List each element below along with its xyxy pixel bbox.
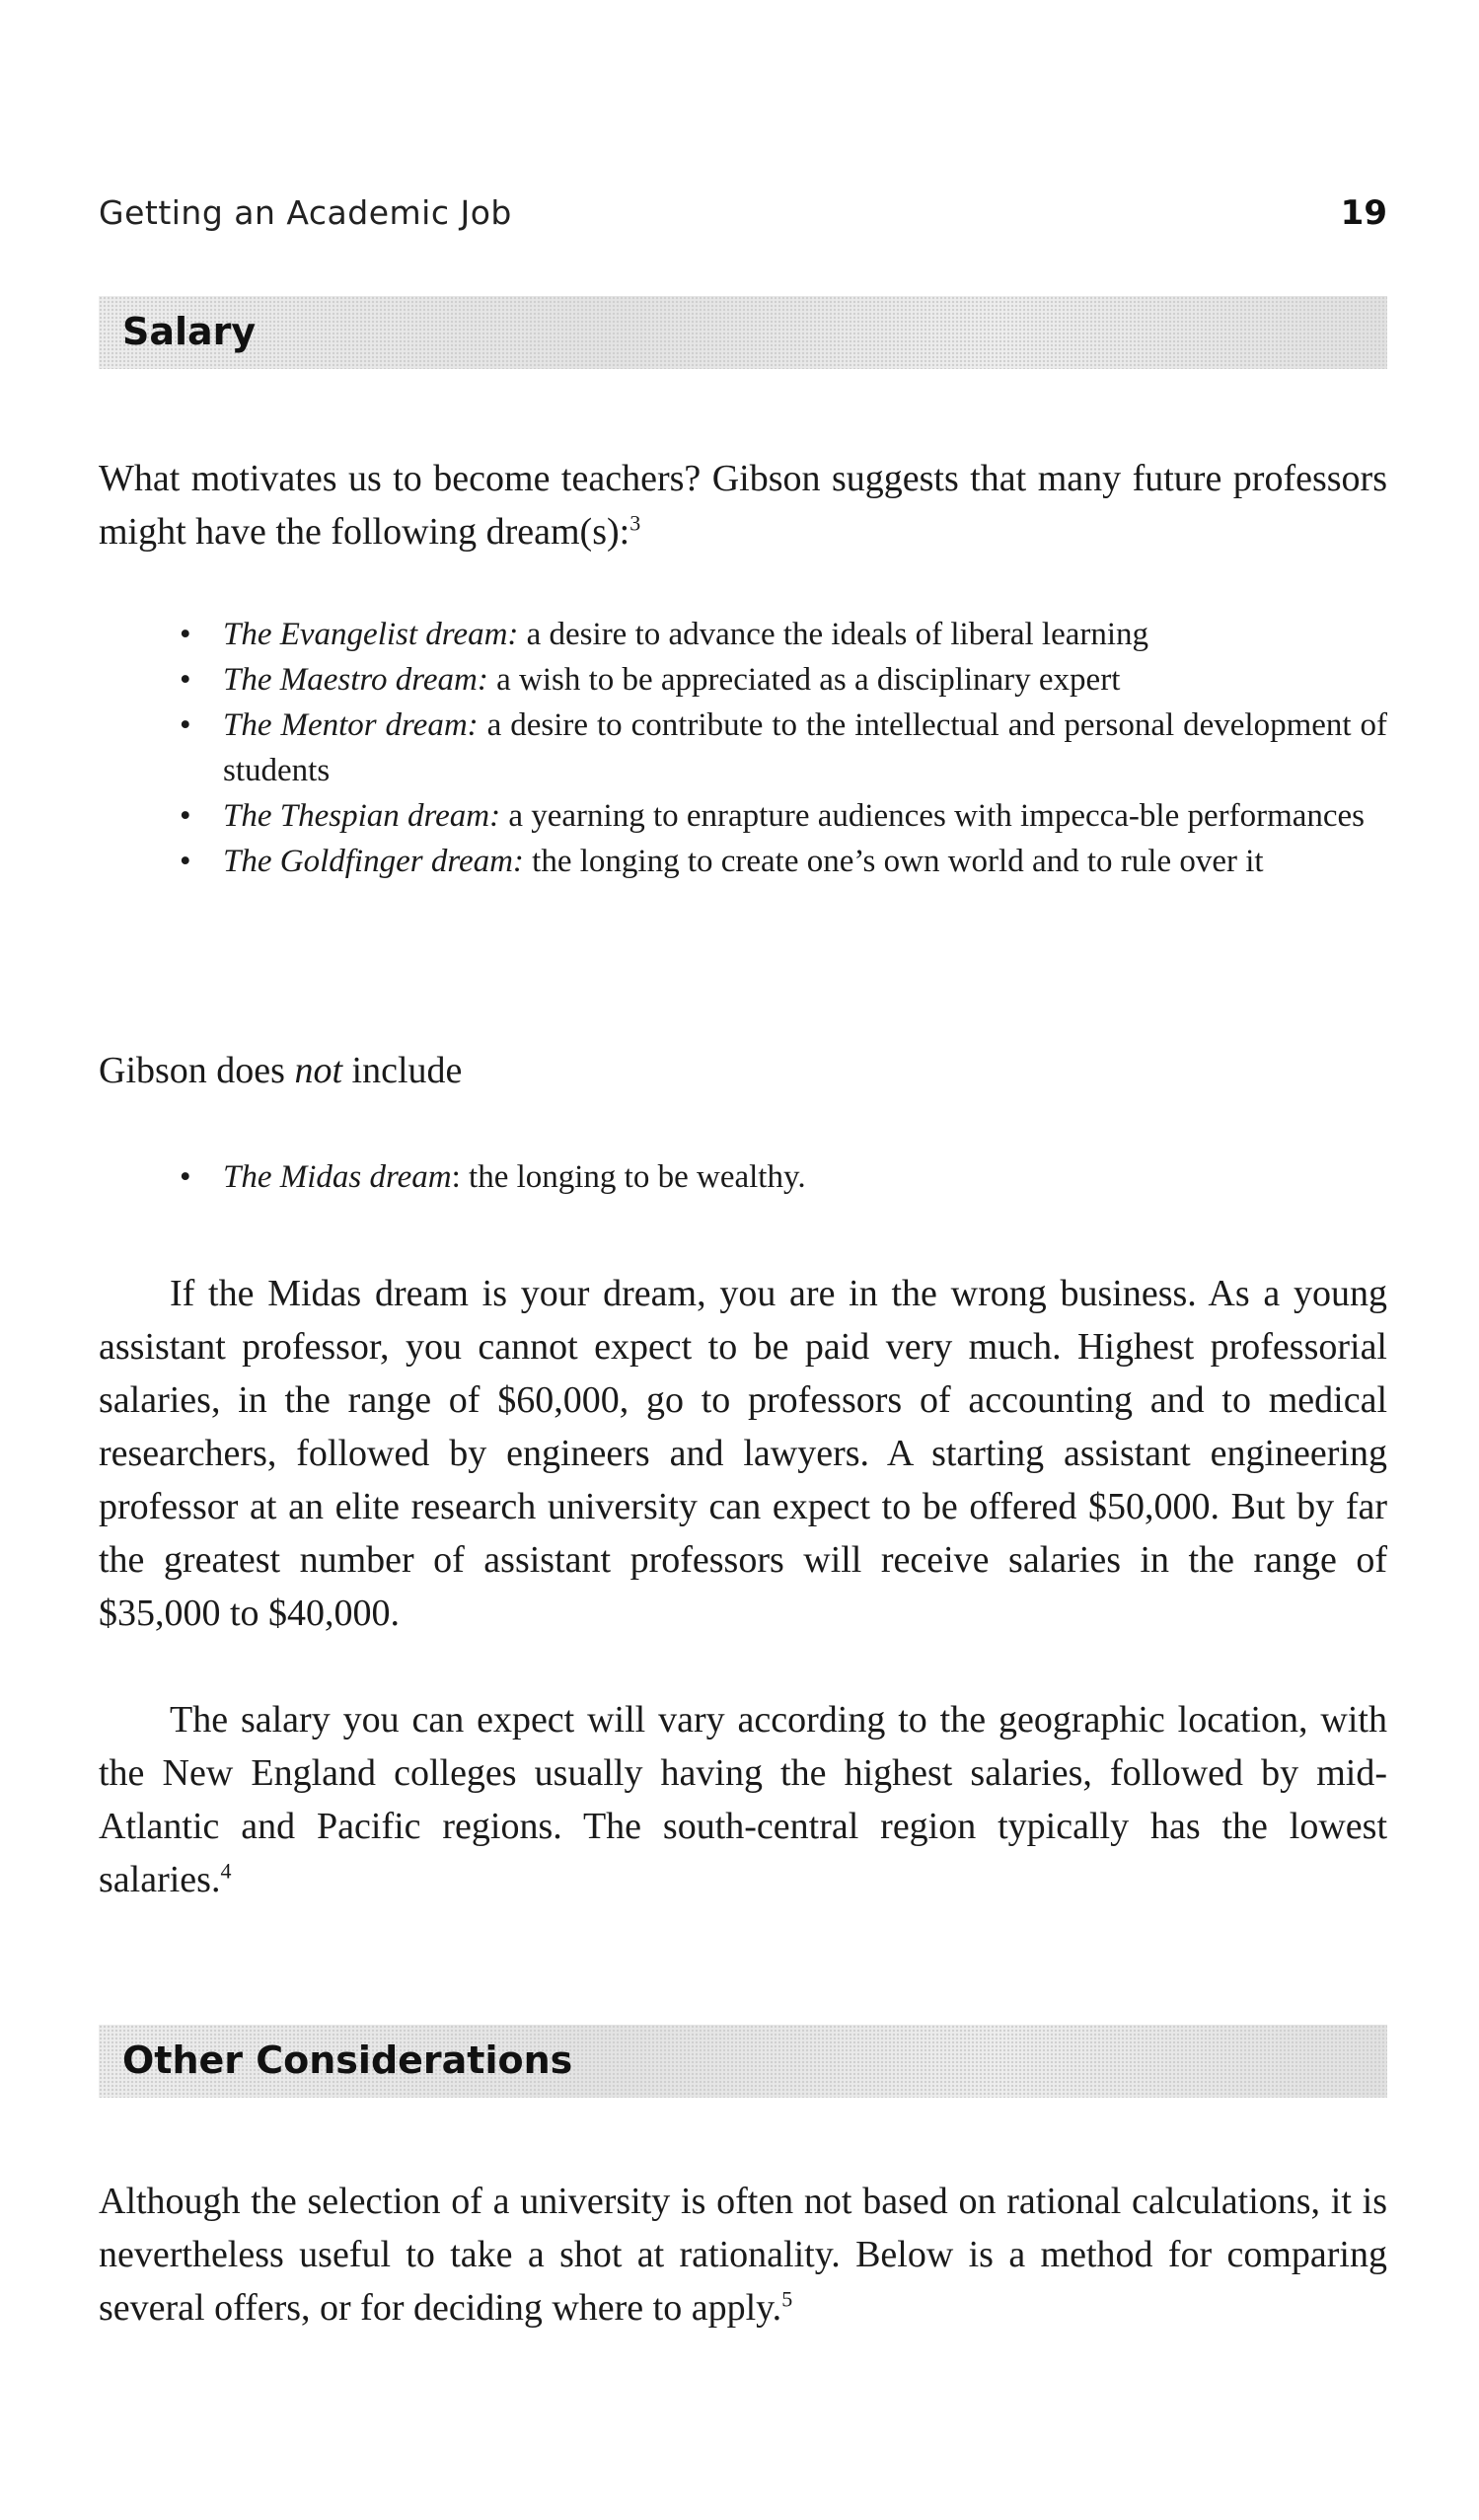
bullet-dot: • — [180, 1159, 191, 1195]
running-title: Getting an Academic Job — [99, 193, 512, 232]
section-heading-salary: Salary — [122, 310, 257, 353]
dream-term: The Maestro dream: — [223, 662, 488, 698]
list-item — [180, 839, 1387, 884]
section-banner-salary — [99, 296, 1387, 369]
salary-body-paragraph-2-text: The salary you can expect will vary according to the geographic location, with the New England colleges usually having the highest salaries, followed by mid-Atlantic and Pacific regions. The south-central region typically has the lowest salaries. — [99, 1699, 1387, 1900]
salary-body-paragraph-1: If the Midas dream is your dream, you are in the wrong business. As a young assistant professor, you cannot expect to be paid very much. Highest professorial salaries, in the range of $60,000, go to professors of accounting and to medical researchers, followed by engineers and lawyers. A starting assistant engineering professor at an elite research university can expect to be offered $50,000. But by far the greatest number of assistant professors will receive salaries in the range of $35,000 to $40,000. — [99, 1273, 1387, 1634]
running-head — [99, 193, 1387, 239]
dreams-list — [180, 612, 1388, 884]
bullet-dot: • — [180, 617, 191, 652]
other-considerations-paragraph — [99, 2175, 1387, 2335]
bullet-dot: • — [180, 662, 191, 698]
page-number: 19 — [1340, 193, 1387, 233]
footnote-marker-3: 3 — [629, 510, 641, 536]
exclusion-paragraph — [99, 1044, 1387, 1097]
dream-text: the longing to create one’s own world and to rule over it — [532, 844, 1264, 879]
section-banner-other-considerations — [99, 2025, 1387, 2098]
dream-term: The Evangelist dream: — [223, 617, 519, 652]
list-item — [180, 657, 1387, 703]
salary-intro-text: What motivates us to become teachers? Gibson suggests that many future professors might have the following dream(s): — [99, 458, 1387, 553]
list-item — [180, 703, 1388, 793]
dream-text: a desire to contribute to the intellectual and personal development of students — [223, 707, 1388, 788]
exclusion-emphasis: not — [294, 1050, 343, 1091]
salary-body-paragraph-2 — [99, 1693, 1387, 1906]
list-item — [180, 793, 1387, 839]
dream-text: a wish to be appreciated as a disciplinary expert — [496, 662, 1121, 698]
dream-term: The Thespian dream: — [223, 798, 501, 834]
list-item — [180, 612, 1387, 657]
dream-text: a yearning to enrapture audiences with impecca-ble performances — [508, 798, 1366, 834]
list-item — [180, 1154, 1387, 1200]
dream-text: a desire to advance the ideals of liberal learning — [526, 617, 1149, 652]
other-considerations-text: Although the selection of a university is often not based on rational calculations, it is nevertheless useful to take a shot at rationality. Below is a method for comparing several offers, or for deciding where to apply. — [99, 2181, 1387, 2329]
section-heading-other-considerations: Other Considerations — [122, 2038, 573, 2082]
excluded-dream-list — [180, 1154, 1387, 1200]
dream-term: The Midas dream — [223, 1159, 452, 1195]
salary-intro-paragraph — [99, 452, 1387, 558]
footnote-marker-5: 5 — [781, 2286, 793, 2312]
footnote-marker-4: 4 — [220, 1858, 232, 1884]
exclusion-suffix: include — [351, 1050, 463, 1091]
dream-term: The Mentor dream: — [223, 707, 479, 743]
dream-text: : the longing to be wealthy. — [451, 1159, 806, 1195]
exclusion-prefix: Gibson does — [99, 1050, 285, 1091]
bullet-dot: • — [180, 798, 191, 834]
bullet-dot: • — [180, 844, 191, 879]
dream-term: The Goldfinger dream: — [223, 844, 524, 879]
bullet-dot: • — [180, 707, 191, 743]
